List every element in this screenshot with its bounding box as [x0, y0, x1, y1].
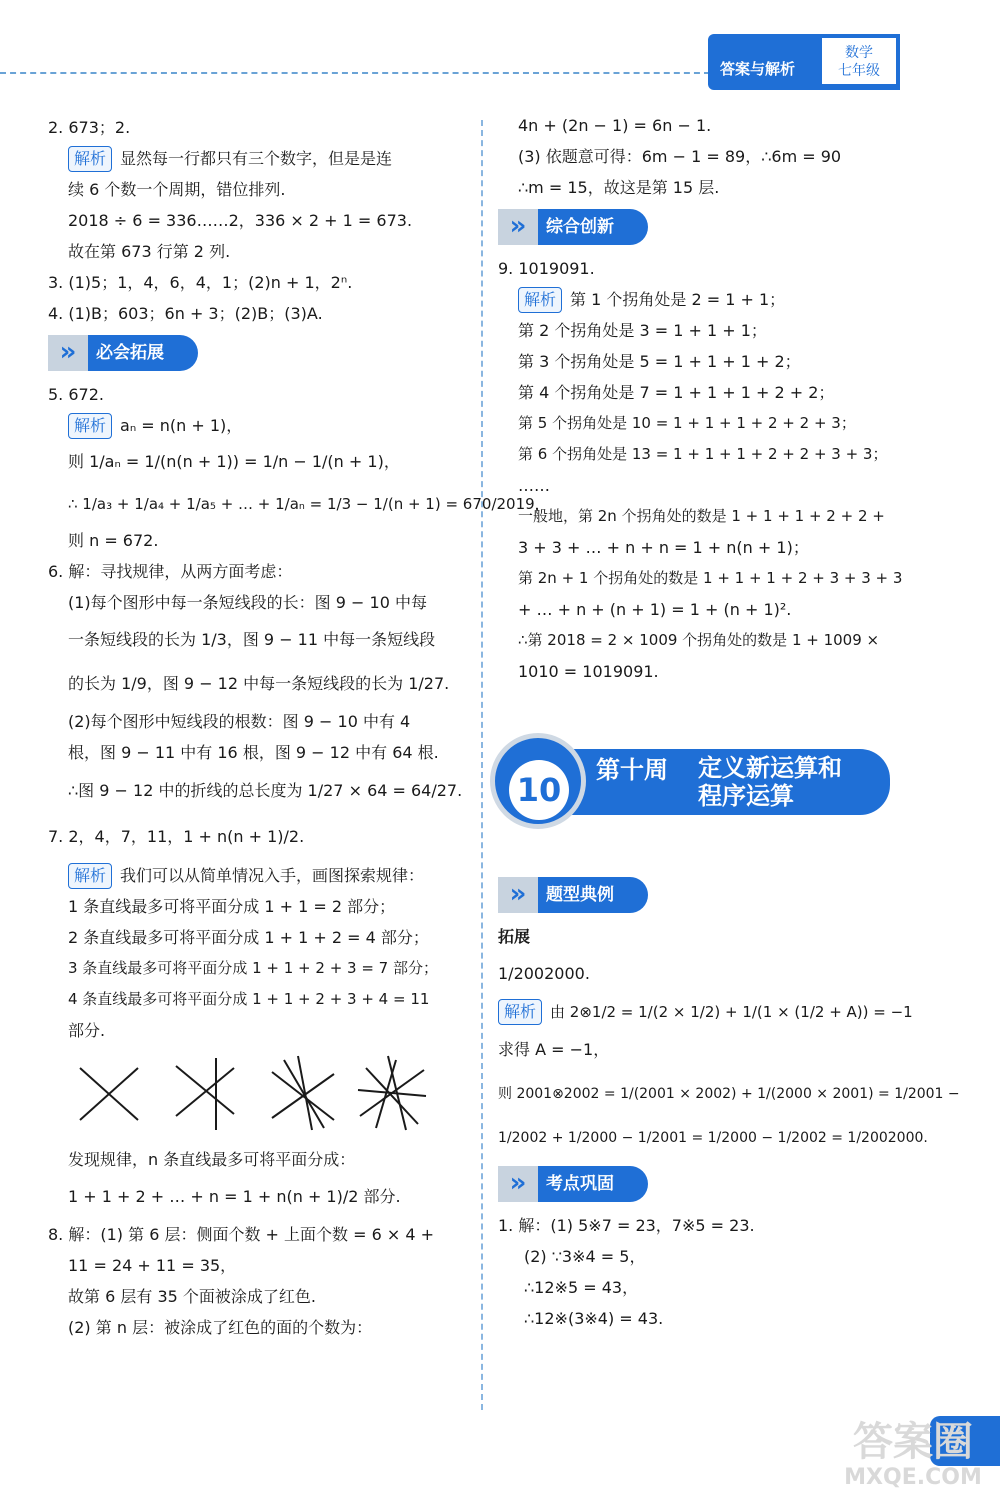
section-heading-tixing: » 题型典例	[498, 877, 648, 913]
section-heading-bihui: » 必会拓展	[48, 335, 198, 371]
explanation-tag: 解析	[68, 413, 112, 439]
header-dashed-line	[0, 72, 710, 74]
r-line-3: ∴m = 15，故这是第 15 层.	[518, 178, 720, 197]
week-title-line-2: 程序运算	[698, 782, 794, 810]
q5-answer: 5. 672.	[48, 385, 104, 404]
q7-exp-6: 部分.	[68, 1021, 106, 1040]
week-number: 10	[509, 760, 569, 820]
watermark-main: 答案圈	[853, 1419, 973, 1465]
chevron-icon: »	[48, 335, 88, 371]
explanation-tag: 解析	[518, 287, 562, 313]
q2-exp-3: 2018 ÷ 6 = 336……2，336 × 2 + 1 = 673.	[68, 211, 413, 230]
section-heading-kaodian: » 考点巩固	[498, 1166, 648, 1202]
header-subject: 数学	[845, 45, 873, 61]
right-column	[498, 110, 960, 1334]
q8-line-3: 故第 6 层有 35 个面被涂成了红色.	[68, 1287, 316, 1306]
tz-exp-4: 1/2002 + 1/2000 − 1/2001 = 1/2000 − 1/2002 = 1/2002000.	[498, 1130, 928, 1146]
q6-line-7: ∴图 9 − 12 中的折线的总长度为 1/27 × 64 = 64/27.	[68, 781, 463, 800]
r-line-2: (3) 依题意可得：6m − 1 = 89，∴6m = 90	[518, 147, 842, 166]
chevron-icon: »	[498, 209, 538, 245]
chevron-icon: »	[498, 1166, 538, 1202]
q7-exp-3: 2 条直线最多可将平面分成 1 + 1 + 2 = 4 部分；	[68, 928, 429, 947]
q7-exp-5: 4 条直线最多可将平面分成 1 + 1 + 2 + 3 + 4 = 11	[68, 990, 430, 1008]
q9-exp-6: 第 6 个拐角处是 13 = 1 + 1 + 1 + 2 + 2 + 3 + 3；	[518, 445, 888, 463]
diagram3-line-d	[284, 1060, 324, 1128]
q2-answer: 2. 673；2.	[48, 118, 131, 137]
section-heading-zonghe: » 综合创新	[498, 209, 648, 245]
q9-answer: 9. 1019091.	[498, 259, 595, 278]
q6-line-4: 的长为 1/9，图 9 − 12 中每一条短线段的长为 1/27.	[68, 674, 450, 693]
q9-exp-13: 1010 = 1019091.	[518, 662, 659, 681]
tz-exp-2: 求得 A = −1，	[498, 1040, 610, 1059]
q4-answer: 4. (1)B；603；6n + 3；(2)B；(3)A.	[48, 304, 323, 323]
q2-exp-2: 续 6 个数一个周期，错位排列.	[68, 180, 286, 199]
q9-exp-3: 第 3 个拐角处是 5 = 1 + 1 + 1 + 2；	[518, 352, 801, 371]
k-line-4: ∴12※(3※4) = 43.	[524, 1309, 664, 1328]
q9-exp-12: ∴第 2018 = 2 × 1009 个拐角处的数是 1 + 1009 ×	[518, 631, 880, 649]
diagram2-line-b	[176, 1068, 234, 1116]
watermark-sub: MXQE.COM	[844, 1465, 982, 1490]
r-line-1: 4n + (2n − 1) = 6n − 1.	[518, 116, 712, 135]
q9-exp-4: 第 4 个拐角处是 7 = 1 + 1 + 1 + 2 + 2；	[518, 383, 835, 402]
q6-line-2: (1)每个图形中每一条短线段的长：图 9 − 10 中每	[68, 593, 427, 612]
q9-exp-10: 第 2n + 1 个拐角处的数是 1 + 1 + 1 + 2 + 3 + 3 + 3	[518, 569, 903, 587]
q8-line-4: (2) 第 n 层：被涂成了红色的面的个数为：	[68, 1318, 373, 1337]
q2-exp-4: 故在第 673 行第 2 列.	[68, 242, 231, 261]
diagram2-line-a	[176, 1066, 234, 1114]
explanation-tag: 解析	[68, 146, 112, 172]
q6-line-6: 根，图 9 − 11 中有 16 根，图 9 − 12 中有 64 根.	[68, 743, 439, 762]
header-subject-box	[820, 36, 898, 86]
q6-line-5: (2)每个图形中短线段的根数：图 9 − 10 中有 4	[68, 712, 411, 731]
q3-answer: 3. (1)5；1，4，6，4，1；(2)n + 1，2ⁿ.	[48, 273, 353, 292]
q9-exp-5: 第 5 个拐角处是 10 = 1 + 1 + 1 + 2 + 2 + 3；	[518, 414, 856, 432]
header-grade: 七年级	[838, 63, 880, 79]
tuozhan-label: 拓展	[498, 927, 531, 946]
k-line-2: (2) ∵3※4 = 5，	[524, 1247, 646, 1266]
q5-exp-4: 则 n = 672.	[68, 531, 159, 550]
explanation-tag: 解析	[68, 863, 112, 889]
explanation-tag: 解析	[498, 999, 542, 1025]
header-label: 答案与解析	[720, 60, 796, 78]
q5-exp-3: ∴ 1/a₃ + 1/a₄ + 1/a₅ + … + 1/aₙ = 1/3 − 1/(n + 1) = 670/2019，	[68, 495, 550, 513]
q5-exp-2: 则 1/aₙ = 1/(n(n + 1)) = 1/n − 1/(n + 1)，	[68, 452, 400, 471]
q7-exp-8: 1 + 1 + 2 + … + n = 1 + n(n + 1)/2 部分.	[68, 1187, 401, 1206]
q7-exp-2: 1 条直线最多可将平面分成 1 + 1 = 2 部分；	[68, 897, 396, 916]
q6-line-1: 6. 解：寻找规律，从两方面考虑：	[48, 562, 293, 581]
q8-line-1: 8. 解：(1) 第 6 层：侧面个数 + 上面个数 = 6 × 4 +	[48, 1225, 435, 1244]
week-title-line-1: 定义新运算和	[698, 754, 842, 782]
q2-exp-1: 显然每一行都只有三个数字，但是是连	[120, 149, 393, 168]
q5-exp-1: aₙ = n(n + 1)，	[120, 416, 243, 435]
q9-exp-11: + … + n + (n + 1) = 1 + (n + 1)².	[518, 600, 792, 619]
q7-answer: 7. 2，4，7，11，1 + n(n + 1)/2.	[48, 827, 305, 846]
tuozhan-answer: 1/2002000.	[498, 964, 590, 983]
week-label: 第十周	[596, 756, 668, 784]
line-diagram-svg	[76, 1054, 456, 1134]
q9-exp-8: 一般地，第 2n 个拐角处的数是 1 + 1 + 1 + 2 + 2 +	[518, 507, 885, 525]
tz-exp-1: 由 2⊗1/2 = 1/(2 × 1/2) + 1/(1 × (1/2 + A)) = −1	[550, 1003, 913, 1021]
q7-exp-7: 发现规律，n 条直线最多可将平面分成：	[68, 1150, 356, 1169]
chevron-icon: »	[498, 877, 538, 913]
week-title-banner	[490, 727, 900, 837]
q9-exp-1: 第 1 个拐角处是 2 = 1 + 1；	[570, 290, 786, 309]
q7-exp-1: 我们可以从简单情况入手，画图探索规律：	[120, 866, 425, 885]
line-diagrams	[76, 1054, 463, 1144]
k-line-1: 1. 解：(1) 5※7 = 23，7※5 = 23.	[498, 1216, 755, 1235]
q6-line-3: 一条短线段的长为 1/3，图 9 − 11 中每一条短线段	[68, 630, 436, 649]
q7-exp-4: 3 条直线最多可将平面分成 1 + 1 + 2 + 3 = 7 部分；	[68, 959, 438, 977]
tz-exp-3: 则 2001⊗2002 = 1/(2001 × 2002) + 1/(2000 × 2001) = 1/2001 −	[498, 1086, 960, 1102]
q9-exp-9: 3 + 3 + … + n + n = 1 + n(n + 1)；	[518, 538, 809, 557]
q8-line-2: 11 = 24 + 11 = 35，	[68, 1256, 237, 1275]
week-number-circle	[490, 733, 586, 829]
q9-exp-2: 第 2 个拐角处是 3 = 1 + 1 + 1；	[518, 321, 767, 340]
watermark	[828, 1420, 998, 1506]
column-divider	[481, 120, 483, 1410]
q9-exp-7: ……	[518, 476, 550, 495]
k-line-3: ∴12※5 = 43，	[524, 1278, 639, 1297]
